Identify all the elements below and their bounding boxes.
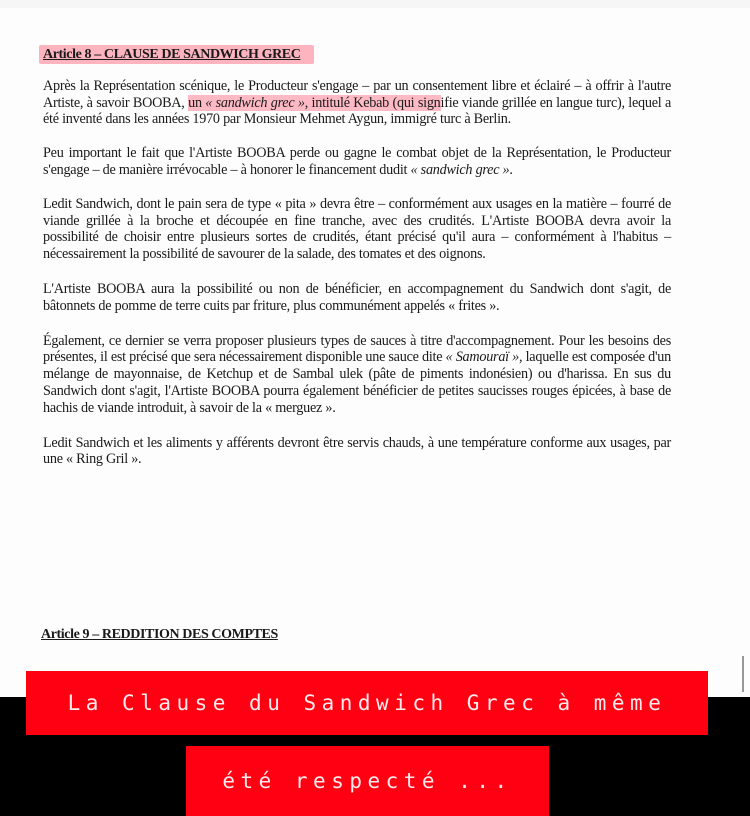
top-edge: [0, 0, 750, 8]
text-highlight: un « sandwich grec », intitulé Kebab (qui sign: [188, 94, 441, 111]
heading-highlight: Article 8 – CLAUSE DE SANDWICH GREC: [39, 45, 314, 64]
article-8-heading: [43, 47, 314, 64]
caption-banner-line-1: La Clause du Sandwich Grec à même: [26, 671, 708, 735]
article-9-heading: Article 9 – REDDITION DES COMPTES: [41, 627, 278, 642]
paragraph-2: Peu important le fait que l'Artiste BOOBA perde ou gagne le combat objet de la Représentation, le Producteur s'engage – de manière irrévocable – à honorer le financement dudit « sandwich grec ».: [43, 145, 671, 178]
caption-banner-line-2: été respecté ...: [186, 746, 549, 816]
paragraph-3: Ledit Sandwich, dont le pain sera de type « pita » devra être – conformément aux usages en la matière – fourré de viande grillée à la broche et découpée en fine tranche, avec des crudités. L'Artiste BOOBA devra avoir la possibilité de choisir entre plusieurs sortes de crudités, étant précisé qu'il aura – conformément à l'habitus – nécessairement la possibilité de savourer de la salade, des tomates et des oignons.: [43, 195, 671, 263]
paragraph-5: Également, ce dernier se verra proposer plusieurs types de sauces à titre d'accompagnement. Pour les besoins des présentes, il est précisé que sera nécessairement disponible une sauce dite « Samouraï », laquelle est composée d'un mélange de mayonnaise, de Ketchup et de Sambal ulek (pâte de piments indonésien) ou d'harissa. En sus du Sandwich dont s'agit, l'Artiste BOOBA pourra également bénéficier de petites saucisses rouges épicées, à base de hachis de viande introduit, à savoir de la « merguez ».: [43, 332, 671, 416]
document-body: [43, 46, 671, 468]
paragraph-4: L'Artiste BOOBA aura la possibilité ou non de bénéficier, en accompagnement du Sandwich dont s'agit, de bâtonnets de pomme de terre cuits par friture, plus communément appelés « frites ».: [43, 280, 671, 314]
edge-mark: [742, 656, 744, 692]
paragraph-1: Après la Représentation scénique, le Producteur s'engage – par un consentement libre et éclairé – à offrir à l'autre Artiste, à savoir BOOBA, un « sandwich grec », intitulé Kebab (qui signifie viande grillée en langue turc), lequel a été inventé dans les années 1970 par Monsieur Mehmet Aygun, immigré turc à Berlin.: [43, 77, 671, 128]
paragraph-6: Ledit Sandwich et les aliments y afférents devront être servis chauds, à une température conforme aux usages, par une « Ring Gril ».: [43, 434, 671, 468]
